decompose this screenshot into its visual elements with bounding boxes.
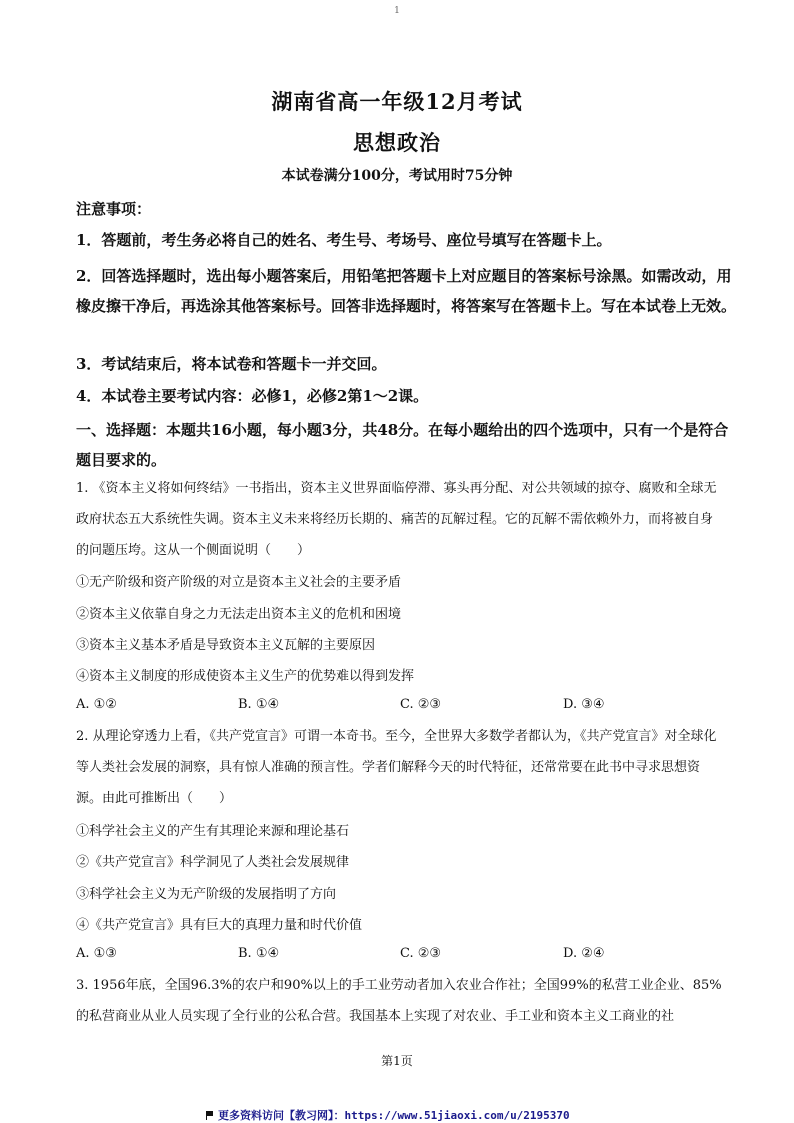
section-heading: 一、选择题：本题共16小题，每小题3分，共48分。在每小题给出的四个选项中，只有一个是符合题目要求的。 bbox=[76, 421, 729, 469]
question-statement: ①科学社会主义的产生有其理论来源和理论基石 bbox=[76, 824, 350, 839]
notice-item: 4．本试卷主要考试内容：必修1，必修2第1～2课。 bbox=[76, 387, 429, 405]
question-stem: 3. 1956年底，全国96.3%的农户和90%以上的手工业劳动者加入农业合作社；全国99%的私营工业企业、85%的私营商业从业人员实现了全行业的公私合营。我国基本上实现了对农业、手工业和资本主义工商业的社 bbox=[76, 978, 722, 1024]
footer-link-text: 更多资料访问【教习网】：https://www.51jiaoxi.com/u/2195370 bbox=[218, 1109, 570, 1122]
question-statement: ③资本主义基本矛盾是导致资本主义瓦解的主要原因 bbox=[76, 638, 376, 653]
choice-a: A. ①② bbox=[76, 697, 117, 712]
question-stem: 1. 《资本主义将如何终结》一书指出，资本主义世界面临停滞、寡头再分配、对公共领域的掠夺、腐败和全球无政府状态五大系统性失调。资本主义未来将经历长期的、痛苦的瓦解过程。它的瓦解不需依赖外力，而将被自身的问题压垮。这从一个侧面说明（ ） bbox=[76, 481, 717, 558]
answer-choices bbox=[76, 946, 724, 966]
choice-c: C. ②③ bbox=[400, 946, 442, 961]
question-statement: ④资本主义制度的形成使资本主义生产的优势难以得到发挥 bbox=[76, 669, 415, 684]
choice-c: C. ②③ bbox=[400, 697, 442, 712]
flag-icon bbox=[206, 1111, 214, 1120]
choice-b: B. ①④ bbox=[238, 946, 280, 961]
notice-heading: 注意事项： bbox=[76, 200, 152, 218]
question-stem: 2. 从理论穿透力上看，《共产党宣言》可谓一本奇书。至今，全世界大多数学者都认为，《共产党宣言》对全球化等人类社会发展的洞察，具有惊人准确的预言性。学者们解释今天的时代特征，还常常要在此书中寻求思想资源。由此可推断出（ ） bbox=[76, 729, 717, 806]
answer-choices bbox=[76, 697, 724, 717]
notice-item: 1．答题前，考生务必将自己的姓名、考生号、考场号、座位号填写在答题卡上。 bbox=[76, 231, 612, 249]
question-statement: ①无产阶级和资产阶级的对立是资本主义社会的主要矛盾 bbox=[76, 575, 402, 590]
page-number: 第1页 bbox=[381, 1054, 413, 1068]
question-statement: ④《共产党宣言》具有巨大的真理力量和时代价值 bbox=[76, 918, 363, 933]
notice-item: 2．回答选择题时，选出每小题答案后，用铅笔把答题卡上对应题目的答案标号涂黑。如需改动，用橡皮擦干净后，再选涂其他答案标号。回答非选择题时，将答案写在答题卡上。写在本试卷上无效。 bbox=[76, 267, 737, 315]
choice-b: B. ①④ bbox=[238, 697, 280, 712]
exam-subject: 思想政治 bbox=[353, 130, 441, 155]
score-info: 本试卷满分100分，考试用时75分钟 bbox=[281, 168, 513, 184]
question-statement: ③科学社会主义为无产阶级的发展指明了方向 bbox=[76, 887, 337, 902]
notice-item: 3．考试结束后，将本试卷和答题卡一并交回。 bbox=[76, 355, 387, 373]
top-page-mark: 1 bbox=[394, 6, 400, 16]
choice-a: A. ①③ bbox=[76, 946, 117, 961]
question-statement: ②资本主义依靠自身之力无法走出资本主义的危机和困境 bbox=[76, 607, 402, 622]
choice-d: D. ③④ bbox=[563, 697, 605, 712]
footer-link[interactable] bbox=[206, 1107, 570, 1123]
exam-title: 湖南省高一年级12月考试 bbox=[271, 89, 523, 114]
question-statement: ②《共产党宣言》科学洞见了人类社会发展规律 bbox=[76, 855, 350, 870]
choice-d: D. ②④ bbox=[563, 946, 605, 961]
